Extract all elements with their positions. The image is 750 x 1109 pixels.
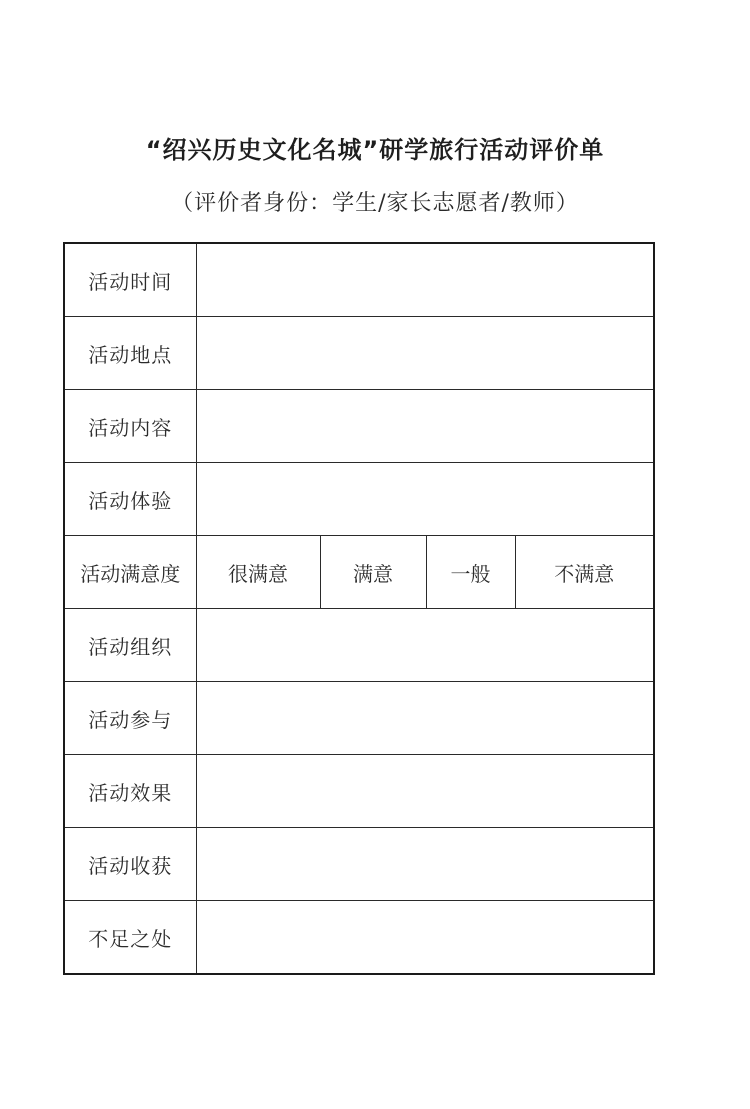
satisfaction-option-very-satisfied[interactable]: 很满意 [196, 536, 320, 609]
row-label-activity-participation: 活动参与 [64, 682, 196, 755]
row-label-activity-time: 活动时间 [64, 243, 196, 317]
row-label-activity-experience: 活动体验 [64, 463, 196, 536]
field-activity-location[interactable] [196, 317, 654, 390]
field-shortcomings[interactable] [196, 901, 654, 975]
row-label-activity-effect: 活动效果 [64, 755, 196, 828]
form-row-activity-effect [64, 755, 654, 828]
row-label-shortcomings: 不足之处 [64, 901, 196, 975]
row-label-activity-organization: 活动组织 [64, 609, 196, 682]
field-activity-effect[interactable] [196, 755, 654, 828]
evaluation-form-table [63, 242, 655, 975]
form-row-activity-organization [64, 609, 654, 682]
row-label-satisfaction: 活动满意度 [64, 536, 196, 609]
document-subtitle: （评价者身份：学生/家长志愿者/教师） [171, 191, 579, 216]
form-row-satisfaction [64, 536, 654, 609]
row-label-activity-content: 活动内容 [64, 390, 196, 463]
form-row-activity-location [64, 317, 654, 390]
form-row-activity-time [64, 243, 654, 317]
field-activity-organization[interactable] [196, 609, 654, 682]
form-row-shortcomings [64, 901, 654, 975]
form-row-activity-experience [64, 463, 654, 536]
satisfaction-option-average[interactable]: 一般 [426, 536, 515, 609]
field-activity-gains[interactable] [196, 828, 654, 901]
field-activity-experience[interactable] [196, 463, 654, 536]
row-label-activity-gains: 活动收获 [64, 828, 196, 901]
field-activity-participation[interactable] [196, 682, 654, 755]
form-row-activity-participation [64, 682, 654, 755]
form-row-activity-gains [64, 828, 654, 901]
field-activity-content[interactable] [196, 390, 654, 463]
satisfaction-option-dissatisfied[interactable]: 不满意 [515, 536, 654, 609]
satisfaction-option-satisfied[interactable]: 满意 [320, 536, 426, 609]
form-row-activity-content [64, 390, 654, 463]
document-title: “绍兴历史文化名城”研学旅行活动评价单 [145, 136, 605, 164]
row-label-activity-location: 活动地点 [64, 317, 196, 390]
field-activity-time[interactable] [196, 243, 654, 317]
